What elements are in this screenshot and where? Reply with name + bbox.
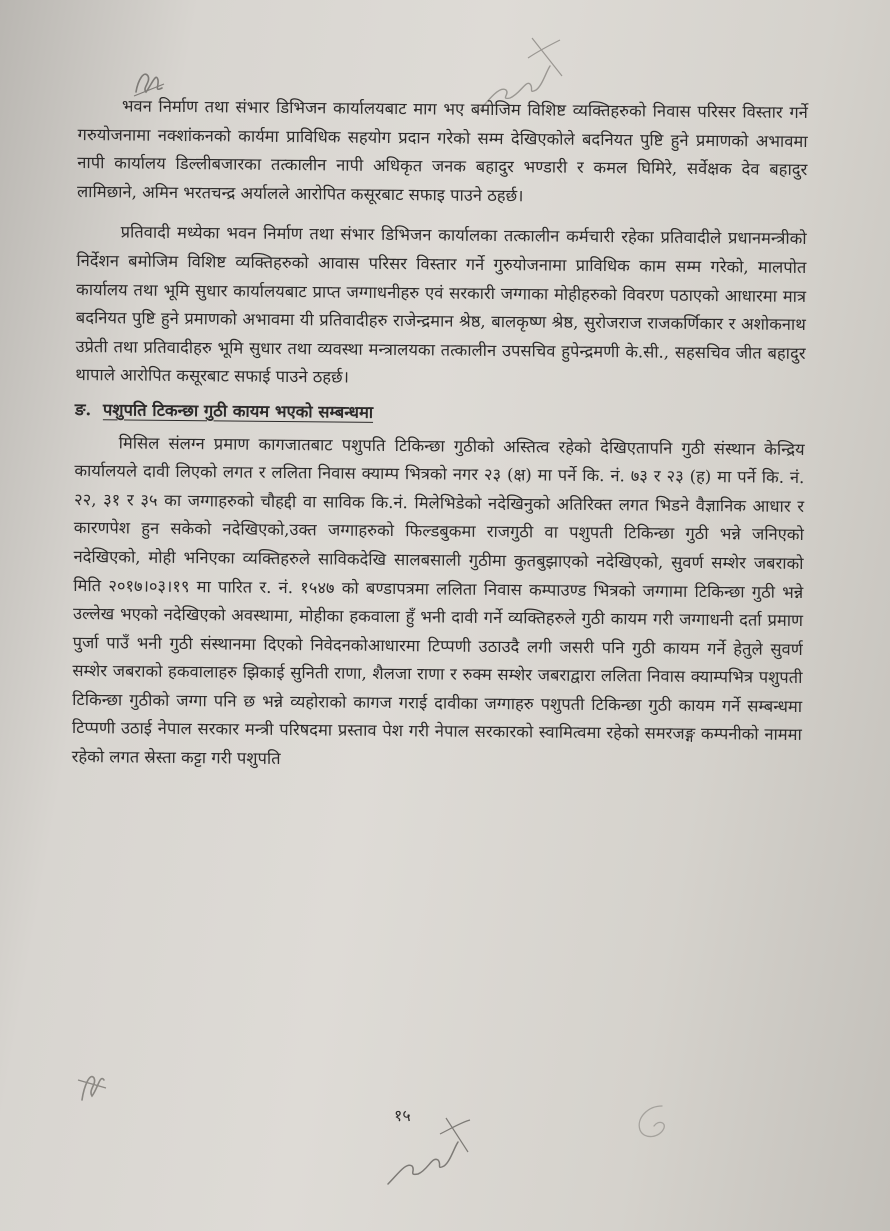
page-number: १५	[394, 1106, 411, 1125]
paragraph-acquittal-survey-office: भवन निर्माण तथा संभार डिभिजन कार्यालयबाट माग भए बमोजिम विशिष्ट व्यक्तिहरुको निवास परिसर विस्तार गर्ने गरुयोजनामा नक्शांकनको कार्यमा प्राविधिक सहयोग प्रदान गरेको सम्म देखिएकोले बदनियत पुष्टि हुने प्रमाणको अभावमा नापी कार्यालय डिल्लीबजारका तत्कालीन नापी अधिकृत जनक बहादुर भण्डारी र कमल घिमिरे, सर्वेक्षक देव बहादुर लामिछाने, अमिन भरतचन्द्र अर्यालले आरोपित कसूरबाट सफाइ पाउने ठहर्छ।	[76, 96, 808, 206]
section-number: ङ.	[74, 399, 92, 420]
body-text	[71, 92, 808, 791]
section-heading	[75, 396, 805, 432]
signature-bottom-right	[626, 1098, 674, 1144]
signature-bottom-left	[72, 1060, 112, 1106]
paragraph-acquittal-building-division: प्रतिवादी मध्येका भवन निर्माण तथा संभार डिभिजन कार्यालका तत्कालीन कर्मचारी रहेका प्रतिवादीले प्रधानमन्त्रीको निर्देशन बमोजिम विशिष्ट व्यक्तिहरुको आवास परिसर विस्तार गर्ने गुरुयोजनामा प्राविधिक काम सम्म गरेको, मालपोत कार्यालय तथा भूमि सुधार कार्यालयबाट प्राप्त जग्गाधनीहरु एवं सरकारी जग्गाका मोहीहरुको विवरण पठाएको आधारमा मात्र बदनियत पुष्टि हुने प्रमाणको अभावमा यी प्रतिवादीहरु राजेन्द्रमान श्रेष्ठ, बालकृष्ण श्रेष्ठ, सुरोजराज राजकर्णिकार र अशोकनाथ उप्रेती तथा प्रतिवादीहरु भूमि सुधार तथा व्यवस्था मन्त्रालयका तत्कालीन उपसचिव हुपेन्द्रमणी के.सी., सहसचिव जीत बहादुर थापाले आरोपित कसूरबाट सफाई पाउने ठहर्छ।	[75, 222, 807, 387]
paragraph-pashupati-guthi: मिसिल संलग्न प्रमाण कागजातबाट पशुपति टिकिन्छा गुठीको अस्तित्व रहेको देखिएतापनि गुठी संस्थान केन्द्रिय कार्यालयले दावी लिएको लगत र ललिता निवास क्याम्प भित्रको नगर २३ (क्ष) मा पर्ने कि. नं. ७३ र २३ (ह) मा पर्ने कि. नं. २२, ३१ र ३५ का जग्गाहरुको चौहद्दी वा साविक कि.नं. मिलेभिडेको नदेखिनुको अतिरिक्त लगत भिडने वैज्ञानिक आधार र कारणपेश हुन सकेको नदेखिएको,उक्त जग्गाहरुको फिल्डबुकमा राजगुठी वा पशुपती टिकिन्छा गुठी भन्ने जनिएको नदेखिएको, मोही भनिएका व्यक्तिहरुले साविकदेखि सालबसाली गुठीमा कुतबुझाएको नदेखिएको, सुवर्ण सम्शेर जबराको मिति २०१७।०३।१९ मा पारित र. नं. १५४७ को बण्डापत्रमा ललिता निवास कम्पाउण्ड भित्रको जग्गामा टिकिन्छा गुठी भन्ने उल्लेख भएको नदेखिएको अवस्थामा, मोहीका हकवाला हुँ भनी दावी गर्ने व्यक्तिहरुले गुठी कायम गरी जग्गाधनी दर्ता प्रमाण पुर्जा पाउँ भनी गुठी संस्थानमा दिएको निवेदनकोआधारमा टिप्पणी उठाउदै लगी जसरी पनि गुठी कायम गर्ने हेतुले सुवर्ण सम्शेर जबराको हकवालाहरु झिकाई सुनिती राणा, शैलजा राणा र रुक्म सम्शेर जबराद्वारा ललिता निवास क्याम्पभित्र पशुपती टिकिन्छा गुठीको जग्गा पनि छ भन्ने व्यहोराको कागज गराई दावीका जग्गाहरु पशुपती टिकिन्छा गुठी कायम गर्ने सम्बन्धमा टिप्पणी उठाई नेपाल सरकार मन्त्री परिषदमा प्रस्ताव पेश गरी नेपाल सरकारको स्वामित्वमा रहेको समरजङ्ग कम्पनीको नाममा रहेको लगत स्रेस्ता कट्टा गरी पशुपति	[71, 432, 805, 769]
section-title: पशुपति टिकन्छा गुठी कायम भएको सम्बन्धमा	[102, 400, 374, 422]
